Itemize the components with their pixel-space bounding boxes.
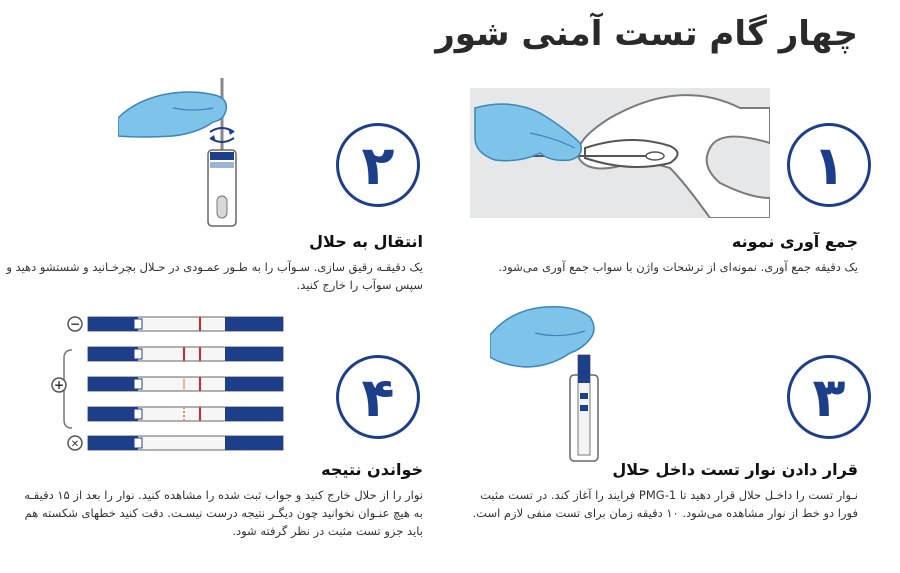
strip-negative bbox=[88, 317, 283, 331]
strip-positive-faint bbox=[88, 377, 283, 391]
page-title: چهار گام تست آمنی شور bbox=[435, 14, 858, 54]
step2-title: انتقال به حلال bbox=[309, 232, 423, 251]
step1-title: جمع آوری نمونه bbox=[731, 232, 858, 251]
step4-description: نوار را از حلال خارج کنید و جواب ثبت شده را مشاهده کنید. نوار را بعد از ۱۵ دقیقـه به هیچ عنـوان نخوانید چون دیگـر نتیجه درست نیسـت. دقت کنید خطهای شکسته هم باید جزو تست مثبت در نظر گرفته شود. bbox=[24, 488, 423, 538]
step1-description: یک دقیقه جمع آوری. نمونه‌ای از ترشحات واژن با سواب جمع آوری می‌شود. bbox=[498, 260, 858, 274]
strip-positive-broken bbox=[88, 407, 283, 421]
result-strips-image bbox=[50, 310, 290, 455]
negative-symbol: − bbox=[69, 317, 81, 331]
invalid-symbol: ✕ bbox=[70, 439, 80, 450]
strip-in-tube-image bbox=[490, 305, 630, 465]
step3-title: قرار دادن نوار تست داخل حلال bbox=[612, 460, 858, 479]
step2-description: یک دقیقـه رقیق سازی. سـوآب را به طـور عمـودی در حـلال بچرخـانید و شستشو دهید و سپس سوآب را خارج کنید. bbox=[6, 260, 423, 292]
swab-collection-image bbox=[470, 88, 770, 218]
step1-illustration bbox=[470, 88, 770, 218]
step3-illustration bbox=[490, 305, 630, 465]
step1-number-badge: ۱ bbox=[787, 123, 871, 207]
positive-symbol: + bbox=[53, 378, 65, 392]
step4-number-badge: ۴ bbox=[336, 355, 420, 439]
swab-in-tube-image bbox=[118, 78, 268, 238]
step3-description: نـوار تست را داخـل حلال قرار دهید تا PMG-1 فرایند را آغاز کند. در تست مثبت فورا دو خط از نوار مشاهده می‌شود. ۱۰ دقیقه زمان برای تست منفی لازم است. bbox=[472, 488, 858, 520]
step4-title: خواندن نتیجه bbox=[321, 460, 423, 479]
step4-illustration bbox=[50, 310, 290, 455]
step2-illustration bbox=[118, 78, 268, 238]
step2-number-badge: ۲ bbox=[336, 123, 420, 207]
strip-invalid bbox=[88, 436, 283, 450]
strip-positive-strong bbox=[88, 347, 283, 361]
step3-number-badge: ۳ bbox=[787, 355, 871, 439]
